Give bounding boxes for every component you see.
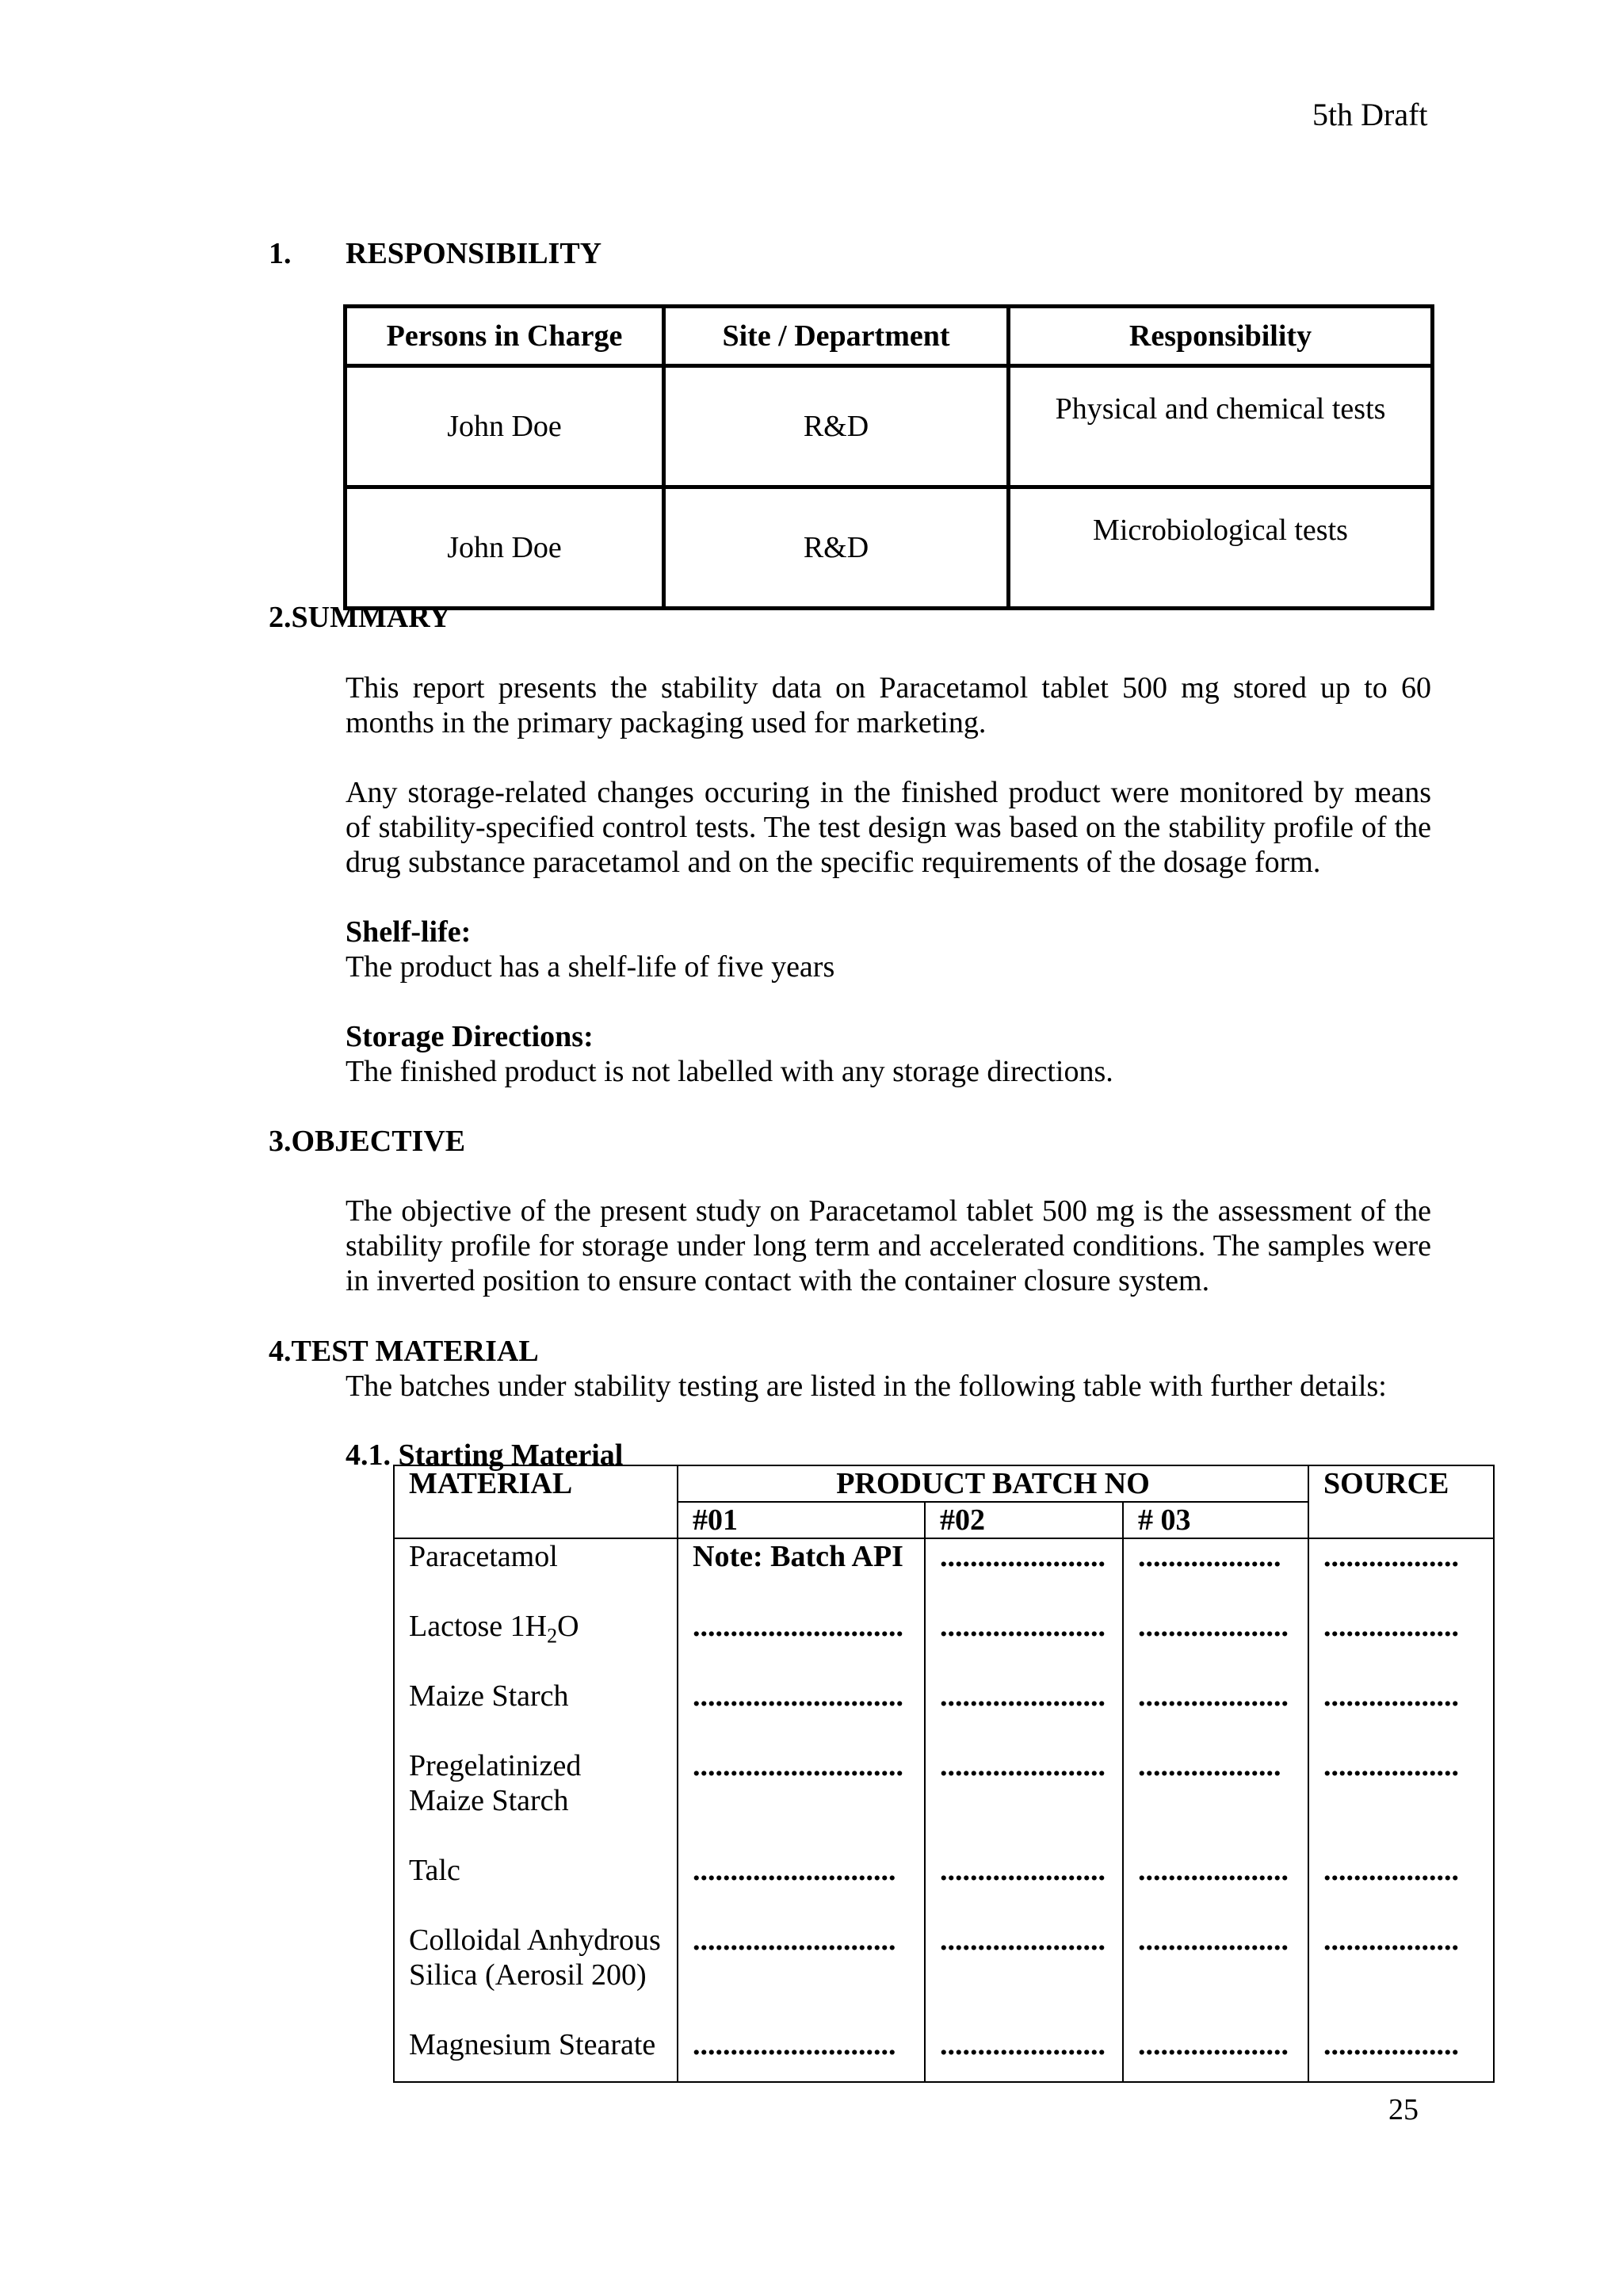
material-subscript: 2 (547, 1624, 558, 1648)
section-2-title: 2.SUMMARY (269, 601, 451, 634)
header-persons: Persons in Charge (346, 307, 664, 366)
section-4-title: 4.TEST MATERIAL (269, 1335, 539, 1368)
batch-01-cell: ............................ (678, 1748, 925, 1853)
table-row (394, 1923, 1494, 2027)
batch-02-cell: ...................... (925, 1923, 1123, 2027)
objective-paragraph: The objective of the present study on Paracetamol tablet 500 mg is the assessment of the stability profile for storage under long term and accelerated conditions. The samples were in inverted position to ensure contact with the container closure system. (346, 1194, 1431, 1297)
batch-01-cell: ........................... (678, 1923, 925, 2027)
header-batch-01: #01 (678, 1502, 925, 1538)
header-source: SOURCE (1308, 1465, 1494, 1538)
table-row (394, 1853, 1494, 1923)
table-row (346, 487, 1433, 609)
material-name-tail: O (557, 1610, 579, 1643)
shelf-life-text: The product has a shelf-life of five years (346, 950, 835, 984)
batch-02-cell: ...................... (925, 2027, 1123, 2082)
material-header-row (394, 1465, 1494, 1502)
batch-02-cell: ...................... (925, 1538, 1123, 1609)
section-1-title: RESPONSIBILITY (346, 237, 602, 270)
draft-label: 5th Draft (1312, 97, 1428, 132)
responsibility-table (343, 304, 1434, 610)
batch-02-cell: ...................... (925, 1679, 1123, 1748)
person-cell: John Doe (346, 366, 664, 487)
batch-03-cell: .................... (1123, 2027, 1308, 2082)
batch-03-cell: .................... (1123, 1679, 1308, 1748)
batch-01-cell: ............................ (678, 1609, 925, 1679)
batch-03-cell: .................... (1123, 1923, 1308, 2027)
material-cell (394, 1923, 678, 2027)
shelf-life-label: Shelf-life: (346, 915, 472, 949)
source-cell: .................. (1308, 1538, 1494, 1609)
person-cell: John Doe (346, 487, 664, 609)
batch-03-cell: ................... (1123, 1538, 1308, 1609)
material-name: Lactose 1H (409, 1610, 548, 1643)
material-cell (394, 1609, 678, 1679)
table-row (394, 1748, 1494, 1853)
table-row (394, 1538, 1494, 1609)
summary-paragraph-2: Any storage-related changes occuring in the finished product were monitored by means of stability-specified control tests. The test design was based on the stability profile of the drug substance paracetamol and on the specific requirements of the dosage form. (346, 776, 1431, 879)
batch-01-cell: ........................... (678, 1853, 925, 1923)
batch-02-cell: ...................... (925, 1853, 1123, 1923)
material-cell (394, 1748, 678, 1853)
material-cell: Paracetamol (394, 1538, 678, 1609)
material-name-line2: Maize Starch (409, 1784, 569, 1817)
source-cell: .................. (1308, 2027, 1494, 2082)
table-row (394, 2027, 1494, 2082)
header-batch-02: #02 (925, 1502, 1123, 1538)
table-row (394, 1679, 1494, 1748)
header-material: MATERIAL (394, 1465, 678, 1538)
site-cell: R&D (664, 366, 1009, 487)
source-cell: .................. (1308, 1748, 1494, 1853)
batch-03-cell: .................... (1123, 1853, 1308, 1923)
source-cell: .................. (1308, 1679, 1494, 1748)
responsibility-cell: Physical and chemical tests (1009, 366, 1433, 487)
storage-directions-text: The finished product is not labelled with any storage directions. (346, 1055, 1113, 1088)
starting-material-table (393, 1465, 1495, 2083)
summary-paragraph-1: This report presents the stability data on Paracetamol tablet 500 mg stored up to 60 months in the primary packaging used for marketing. (346, 671, 1431, 739)
section-1-number: 1. (269, 237, 292, 270)
responsibility-cell: Microbiological tests (1009, 487, 1433, 609)
material-name-line2: Silica (Aerosil 200) (409, 1958, 647, 1992)
material-name: Colloidal Anhydrous (409, 1924, 661, 1957)
responsibility-header-row (346, 307, 1433, 366)
header-product-batch: PRODUCT BATCH NO (678, 1465, 1308, 1502)
header-site: Site / Department (664, 307, 1009, 366)
starting-material-title: 4.1. Starting Material (346, 1438, 624, 1472)
batch-01-cell: Note: Batch API (678, 1538, 925, 1609)
material-name: Pregelatinized (409, 1749, 582, 1782)
batch-03-cell: .................... (1123, 1609, 1308, 1679)
page-number: 25 (1388, 2093, 1419, 2126)
batch-02-cell: ...................... (925, 1748, 1123, 1853)
source-cell: .................. (1308, 1853, 1494, 1923)
material-cell: Maize Starch (394, 1679, 678, 1748)
table-row (394, 1609, 1494, 1679)
batch-02-cell: ...................... (925, 1609, 1123, 1679)
source-cell: .................. (1308, 1923, 1494, 2027)
header-responsibility: Responsibility (1009, 307, 1433, 366)
test-material-intro: The batches under stability testing are listed in the following table with further details: (346, 1370, 1387, 1403)
batch-03-cell: ................... (1123, 1748, 1308, 1853)
material-cell: Magnesium Stearate (394, 2027, 678, 2082)
site-cell: R&D (664, 487, 1009, 609)
section-3-title: 3.OBJECTIVE (269, 1125, 466, 1158)
storage-directions-label: Storage Directions: (346, 1020, 594, 1053)
batch-01-cell: ........................... (678, 2027, 925, 2082)
table-row (346, 366, 1433, 487)
batch-01-cell: ............................ (678, 1679, 925, 1748)
header-batch-03: # 03 (1123, 1502, 1308, 1538)
material-cell: Talc (394, 1853, 678, 1923)
source-cell: .................. (1308, 1609, 1494, 1679)
